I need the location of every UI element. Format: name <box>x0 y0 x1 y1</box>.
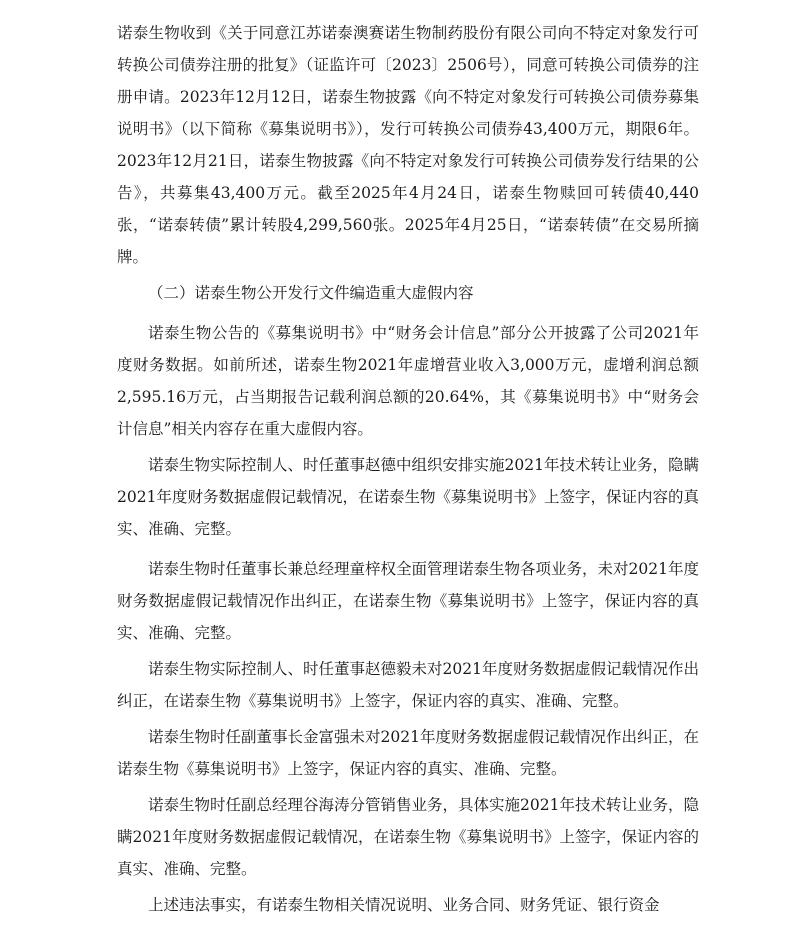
paragraph-gu-haitao: 诺泰生物时任副总经理谷海涛分管销售业务，具体实施2021年技术转让业务，隐瞒2021年度财务数据虚假记载情况，在诺泰生物《募集说明书》上签字，保证内容的真实、准确、完整。 <box>117 796 699 878</box>
paragraph-prospectus-false-content: 诺泰生物公告的《募集说明书》中“财务会计信息”部分公开披露了公司2021年度财务数据。如前所述，诺泰生物2021年虚增营业收入3,000万元，虚增利润总额2,595.16万元，占当期报告记载利润总额的20.64%，其《募集说明书》中“财务会计信息”相关内容存在重大虚假内容。 <box>117 324 699 438</box>
section-heading-2: （二）诺泰生物公开发行文件编造重大虚假内容 <box>148 284 474 302</box>
paragraph-evidence: 上述违法事实，有诺泰生物相关情况说明、业务合同、财务凭证、银行资金 <box>148 896 660 914</box>
paragraph-registration-history: 诺泰生物收到《关于同意江苏诺泰澳赛诺生物制药股份有限公司向不特定对象发行可转换公司债券注册的批复》（证监许可〔2023〕2506号），同意可转换公司债券的注册申请。2023年12月12日，诺泰生物披露《向不特定对象发行可转换公司债券募集说明书》（以下简称《募集说明书》），发行可转换公司债券43,400万元，期限6年。2023年12月21日，诺泰生物披露《向不特定对象发行可转换公司债券发行结果的公告》，共募集43,400万元。截至2025年4月24日，诺泰生物赎回可转债40,440张，“诺泰转债”累计转股4,299,560张。2025年4月25日，“诺泰转债”在交易所摘牌。 <box>117 24 699 266</box>
paragraph-zhao-dezhong: 诺泰生物实际控制人、时任董事赵德中组织安排实施2021年技术转让业务，隐瞒2021年度财务数据虚假记载情况，在诺泰生物《募集说明书》上签字，保证内容的真实、准确、完整。 <box>117 456 699 538</box>
paragraph-tong-ziquan: 诺泰生物时任董事长兼总经理童梓权全面管理诺泰生物各项业务，未对2021年度财务数据虚假记载情况作出纠正，在诺泰生物《募集说明书》上签字，保证内容的真实、准确、完整。 <box>117 560 699 642</box>
paragraph-zhao-deyi: 诺泰生物实际控制人、时任董事赵德毅未对2021年度财务数据虚假记载情况作出纠正，在诺泰生物《募集说明书》上签字，保证内容的真实、准确、完整。 <box>117 660 699 710</box>
document-page <box>117 17 699 921</box>
paragraph-jin-fuqiang: 诺泰生物时任副董事长金富强未对2021年度财务数据虚假记载情况作出纠正，在诺泰生物《募集说明书》上签字，保证内容的真实、准确、完整。 <box>117 728 699 778</box>
